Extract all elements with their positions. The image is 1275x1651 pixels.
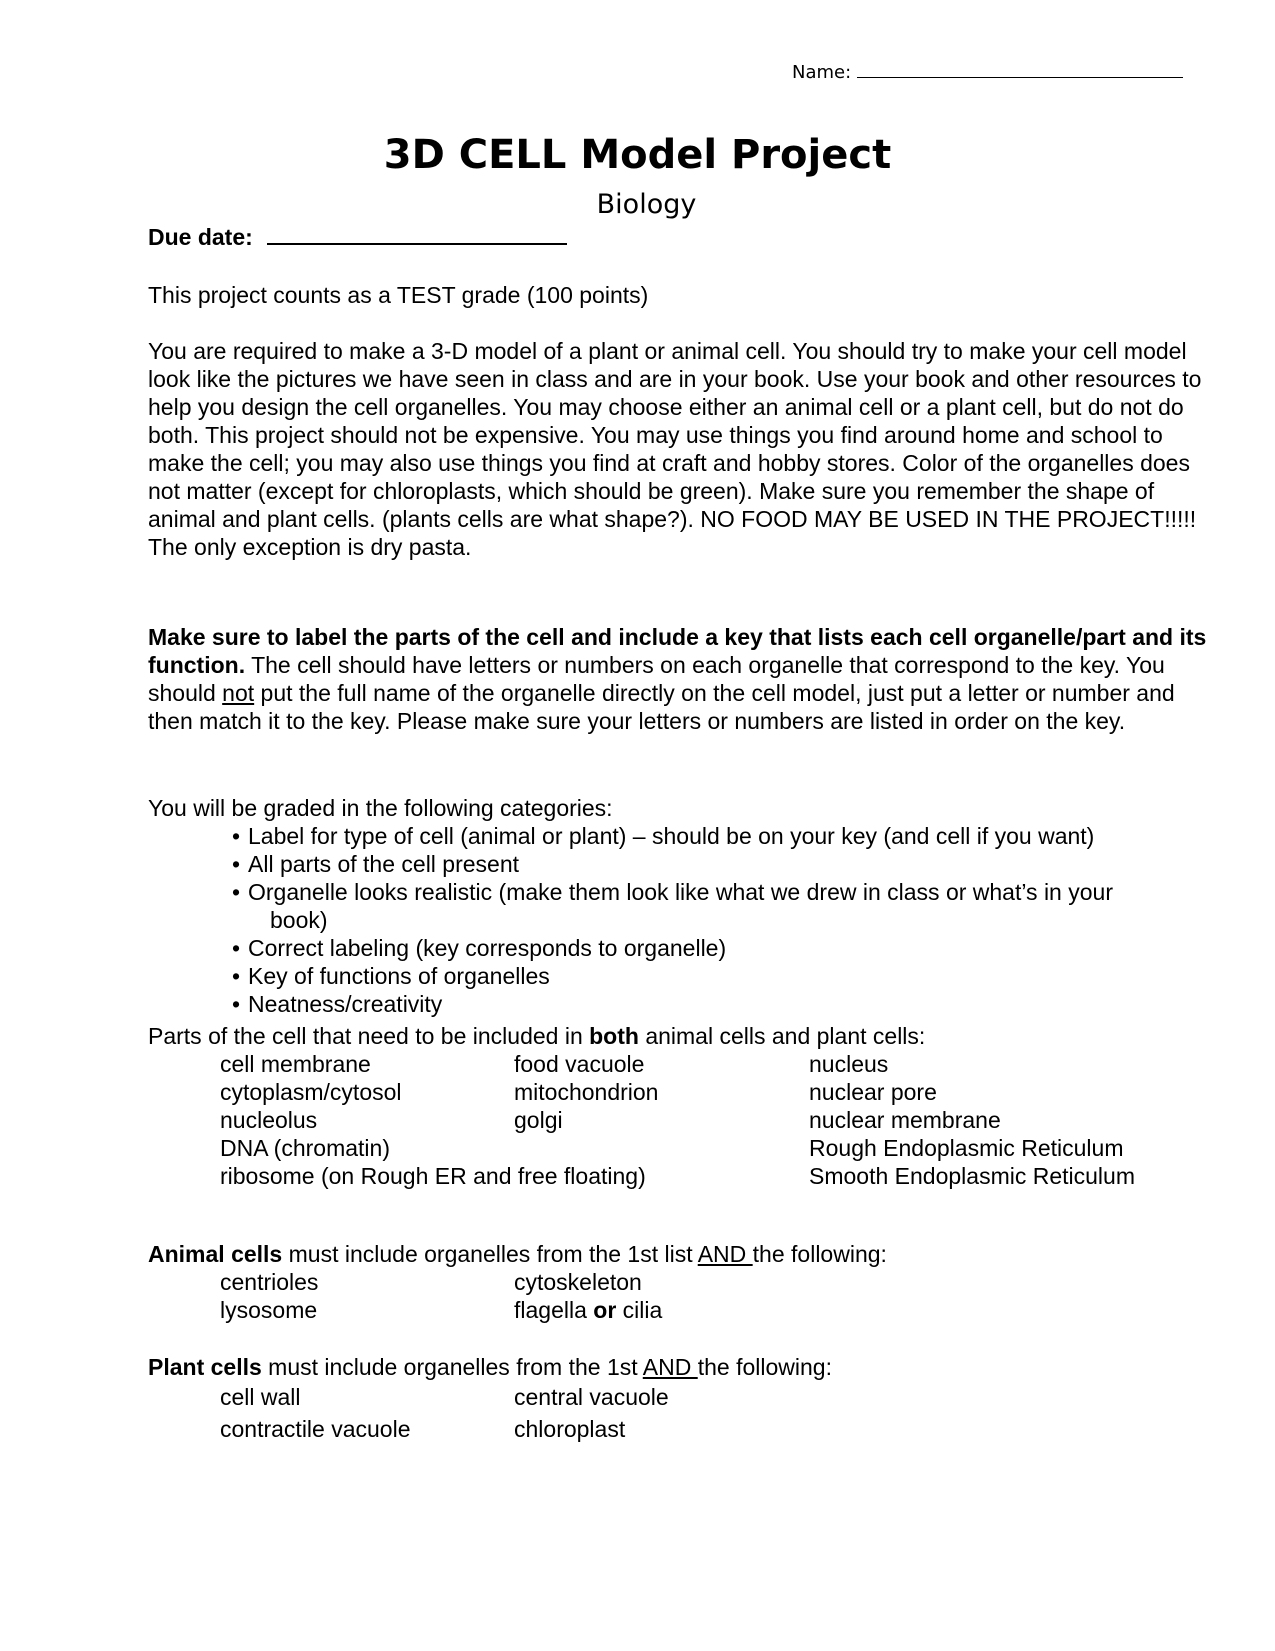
instructions-paragraph: You are required to make a 3-D model of a plant or animal cell. You should try to make your cell model look like the pictures we have seen in class and are in your book. Use your book and other resources to help you design the cell organelles. You may choose either an animal cell or a plant cell, but do not do both. This project should not be expensive. You may use things you find around home and school to make the cell; you may also use things you find at craft and hobby stores. Color of the organelles does not matter (except for chloroplasts, which should be green). Make sure you remember the shape of animal and plant cells. (plants cells are what shape?). NO FOOD MAY BE USED IN THE PROJECT!!!!! The only exception is dry pasta. xyxy=(148,338,1202,560)
list-item: cell membrane xyxy=(220,1051,371,1077)
list-item: nucleolus xyxy=(220,1107,318,1133)
list-item: nuclear membrane xyxy=(809,1107,1001,1133)
list-item: flagella or cilia xyxy=(514,1297,663,1323)
list-item: central vacuole xyxy=(514,1384,669,1410)
list-item: nucleus xyxy=(809,1051,889,1077)
due-date-field xyxy=(148,223,567,251)
due-date-label: Due date: xyxy=(148,224,253,250)
list-item: contractile vacuole xyxy=(220,1416,411,1442)
name-field xyxy=(792,60,1183,84)
list-item: ribosome (on Rough ER and free floating) xyxy=(220,1163,646,1189)
page-title: 3D CELL Model Project xyxy=(383,132,892,178)
bullet-icon: • xyxy=(232,991,241,1017)
plant-cells-intro: Plant cells must include organelles from the 1st AND the following: xyxy=(148,1354,832,1380)
name-label: Name: xyxy=(792,62,857,83)
labeling-text-b: put the full name of the organelle directly on the cell model, just put a letter or number and then match it to the key. Please make sure your letters or numbers are listed in order on the key. xyxy=(148,680,1175,734)
labeling-not-underlined: not xyxy=(222,680,255,706)
plant-col-1 xyxy=(220,1381,411,1445)
list-item: Rough Endoplasmic Reticulum xyxy=(809,1135,1124,1161)
grading-item: • Organelle looks realistic (make them look like what we drew in class or what’s in your book) xyxy=(232,878,1192,934)
list-item: DNA (chromatin) xyxy=(220,1135,390,1161)
animal-col-2 xyxy=(514,1268,662,1324)
grading-item: • Label for type of cell (animal or plant) – should be on your key (and cell if you want) xyxy=(232,823,1095,849)
both-col-2 xyxy=(514,1050,658,1134)
bullet-icon: • xyxy=(232,935,241,961)
both-col-3 xyxy=(809,1050,1135,1190)
list-item: Smooth Endoplasmic Reticulum xyxy=(809,1163,1135,1189)
bullet-icon: • xyxy=(232,823,241,849)
grading-item: • Neatness/creativity xyxy=(232,991,443,1017)
labeling-bold-text: Make sure to label the parts of the cell and include a key that lists each cell organelle/part and its function. xyxy=(148,624,1207,678)
due-date-blank-line xyxy=(267,223,567,245)
animal-cells-intro: Animal cells must include organelles from the 1st list AND the following: xyxy=(148,1241,887,1267)
grading-item: • Key of functions of organelles xyxy=(232,963,550,989)
list-item: centrioles xyxy=(220,1269,319,1295)
grade-line: This project counts as a TEST grade (100 points) xyxy=(148,282,649,308)
grading-item: • Correct labeling (key corresponds to organelle) xyxy=(232,935,727,961)
list-item: chloroplast xyxy=(514,1416,626,1442)
both-cells-intro: Parts of the cell that need to be included in both animal cells and plant cells: xyxy=(148,1023,926,1049)
list-item: mitochondrion xyxy=(514,1079,659,1105)
list-item: lysosome xyxy=(220,1297,318,1323)
labeling-paragraph xyxy=(148,623,1208,735)
list-item: food vacuole xyxy=(514,1051,645,1077)
list-item: cytoskeleton xyxy=(514,1269,642,1295)
plant-col-2 xyxy=(514,1381,669,1445)
bullet-icon: • xyxy=(232,963,241,989)
grading-intro: You will be graded in the following categories: xyxy=(148,795,613,821)
list-item: golgi xyxy=(514,1107,563,1133)
list-item: nuclear pore xyxy=(809,1079,937,1105)
name-blank-line xyxy=(857,60,1183,78)
grading-item: • All parts of the cell present xyxy=(232,851,520,877)
list-item: cytoplasm/cytosol xyxy=(220,1079,402,1105)
list-item: cell wall xyxy=(220,1384,301,1410)
page-subtitle: Biology xyxy=(596,189,697,220)
grading-list xyxy=(232,822,1192,1018)
grading-item-continuation: book) xyxy=(270,907,328,933)
labeling-text-a: The cell should have letters or numbers on each organelle that correspond to the key. You should xyxy=(148,652,1165,706)
bullet-icon: • xyxy=(232,879,241,905)
animal-col-1 xyxy=(220,1268,318,1324)
bullet-icon: • xyxy=(232,851,241,877)
